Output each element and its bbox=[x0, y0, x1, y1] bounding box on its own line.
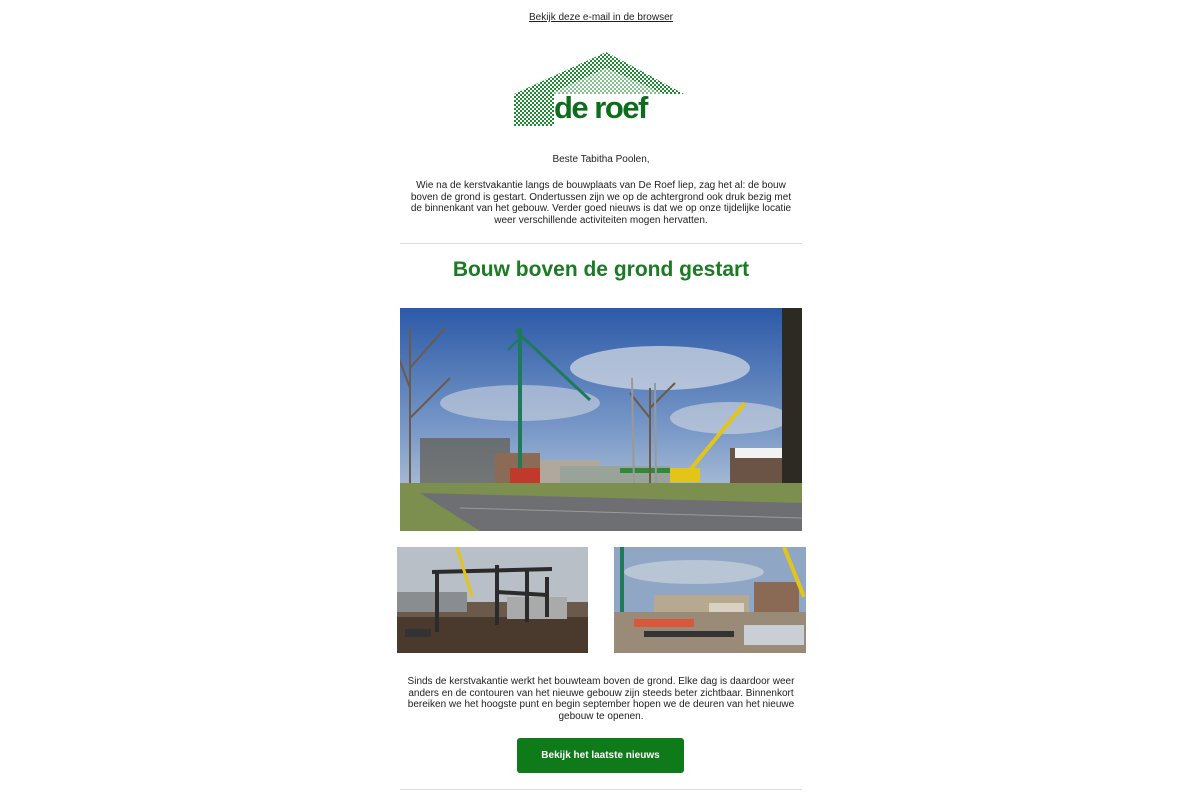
construction-main-photo bbox=[400, 308, 802, 531]
logo-wordmark: de roef bbox=[554, 90, 647, 125]
divider bbox=[400, 243, 802, 244]
view-in-browser-link[interactable]: Bekijk deze e-mail in de browser bbox=[529, 12, 673, 23]
construction-photo-right bbox=[614, 547, 806, 653]
divider-bottom bbox=[400, 789, 802, 790]
article-title: Bouw boven de grond gestart bbox=[452, 258, 750, 281]
article-body: Sinds de kerstvakantie werkt het bouwteam boven de grond. Elke dag is daardoor weer anders en de contouren van het nieuwe gebouw zijn steeds beter zichtbaar. Binnenkort bereiken we het hoogste punt en begin september hopen we de deuren van het nieuwe gebouw te openen. bbox=[407, 676, 795, 722]
greeting: Beste Tabitha Poolen, bbox=[552, 154, 650, 165]
de-roef-logo bbox=[514, 52, 688, 128]
intro-paragraph: Wie na de kerstvakantie langs de bouwplaats van De Roef liep, zag het al: de bouw boven de grond is gestart. Ondertussen zijn we op de achtergrond ook druk bezig met de binnenkant van het gebouw. Verder goed nieuws is dat we op onze tijdelijke locatie weer verschillende activiteiten mogen hervatten. bbox=[410, 180, 792, 226]
latest-news-button[interactable]: Bekijk het laatste nieuws bbox=[517, 738, 684, 773]
construction-photo-left bbox=[397, 547, 588, 653]
